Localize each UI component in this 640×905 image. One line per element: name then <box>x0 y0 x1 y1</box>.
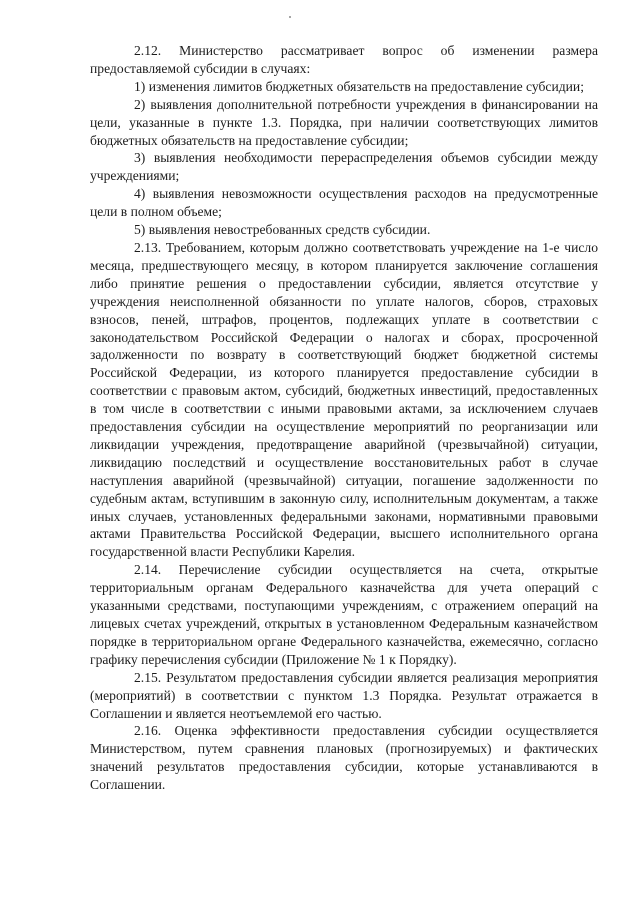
list-item-2: 2) выявления дополнительной потребности учреждения в финансировании на цели, указанные в пункте 1.3. Порядка, при наличии соответствующих лимитов бюджетных обязательств на предоставление субсидии; <box>90 96 598 148</box>
paragraph-2-12: 2.12. Министерство рассматривает вопрос об изменении размера предоставляемой субсидии в случаях: <box>90 43 598 76</box>
list-item-5: 5) выявления невостребованных средств субсидии. <box>134 222 431 238</box>
paragraph-2-14: 2.14. Перечисление субсидии осуществляется на счета, открытые территориальным органам Федерального казначейства для учета операций с указанными средствами, поступающими учреждениям, с отражением операций на лицевых счетах учреждений, открытых в установленном Федеральным казначейством порядке в территориальном органе Федерального казначейства, ежемесячно, согласно графику перечисления субсидии (Приложение № 1 к Порядку). <box>90 562 598 667</box>
paragraph-2-16: 2.16. Оценка эффективности предоставления субсидии осуществляется Министерством, путем сравнения плановых (прогнозируемых) и фактических значений результатов предоставления субсидии, которые устанавливаются в Соглашении. <box>90 723 598 793</box>
scan-speck <box>289 16 291 18</box>
list-item-1: 1) изменения лимитов бюджетных обязательств на предоставление субсидии; <box>134 78 584 94</box>
paragraph-2-13: 2.13. Требованием, которым должно соответствовать учреждение на 1-е число месяца, предшествующего месяцу, в котором планируется заключение соглашения либо принятие решения о предоставлении субсидии, является отсутствие у учреждения неисполненной обязанности по уплате налогов, сборов, страховых взносов, пеней, штрафов, процентов, подлежащих уплате в соответствии с законодательством Российской Федерации о налогах и сборах, просроченной задолженности по возврату в соответствующий бюджет бюджетной системы Российской Федерации, из которого планируется предоставление субсидии в соответствии с правовым актом, субсидий, бюджетных инвестиций, предоставленных в том числе в соответствии с иными правовыми актами, за исключением случаев предоставления субсидии на осуществление мероприятий по реорганизации или ликвидации учреждения, предотвращение аварийной (чрезвычайной) ситуации, ликвидацию последствий и осуществление восстановительных работ в случае наступления аварийной (чрезвычайной) ситуации, погашение задолженности по судебным актам, вступившим в законную силу, исполнительным документам, а также иных случаев, установленных федеральными законами, нормативными правовыми актами Правительства Российской Федерации, высшего исполнительного органа государственной власти Республики Карелия. <box>90 239 598 560</box>
list-item-3: 3) выявления необходимости перераспределения объемов субсидии между учреждениями; <box>90 150 598 184</box>
document-page <box>90 42 598 794</box>
list-item-4: 4) выявления невозможности осуществления расходов на предусмотренные цели в полном объеме; <box>90 186 598 220</box>
paragraph-2-15: 2.15. Результатом предоставления субсидии является реализация мероприятия (мероприятий) в соответствии с пунктом 1.3 Порядка. Результат отражается в Соглашении и является неотъемлемой его частью. <box>90 669 598 721</box>
